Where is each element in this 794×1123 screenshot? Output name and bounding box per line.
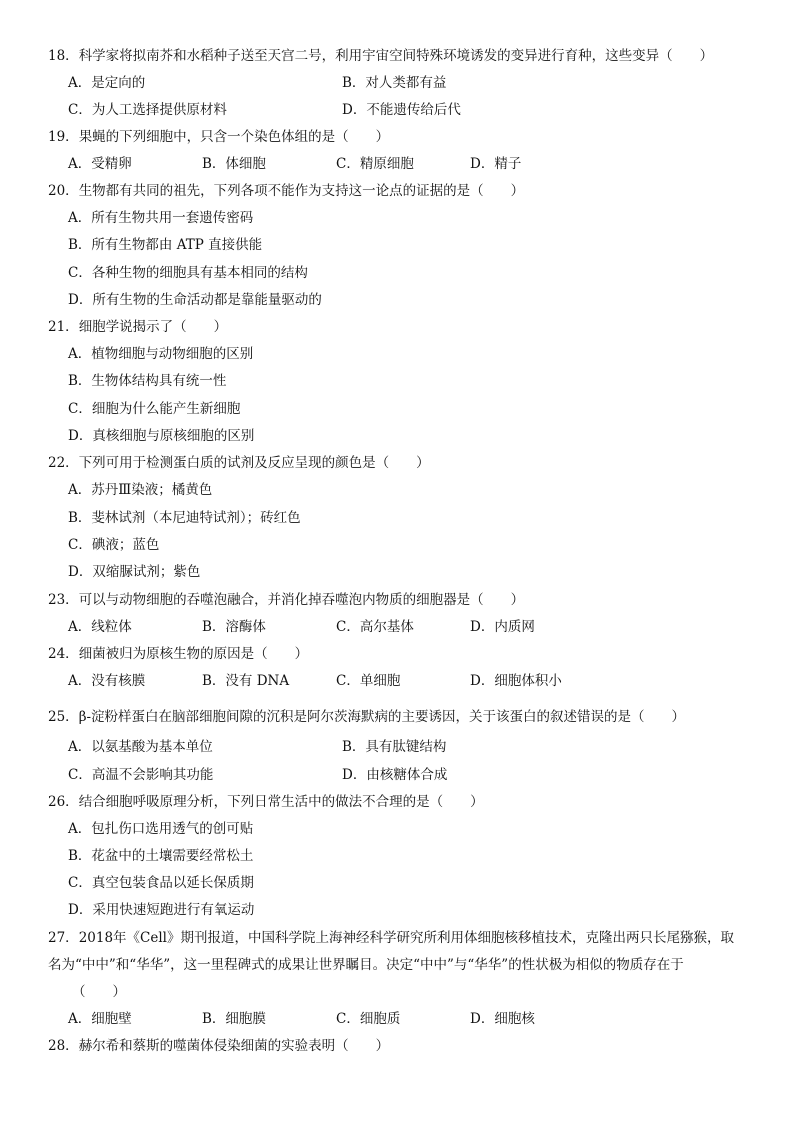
option-a: A．植物细胞与动物细胞的区别 — [68, 346, 254, 363]
option-d: D．采用快速短跑进行有氧运动 — [68, 902, 255, 919]
option-b: B．溶酶体 — [202, 618, 266, 635]
option-d: D．细胞核 — [470, 1010, 535, 1027]
option-b: B．花盆中的土壤需要经常松土 — [68, 847, 254, 864]
question-stem: 20．生物都有共同的祖先，下列各项不能作为支持这一论点的证据的是（ ） — [48, 183, 525, 199]
question-stem: 25．β-淀粉样蛋白在脑部细胞间隙的沉积是阿尔茨海默病的主要诱因，关于该蛋白的叙述错误的是（ ） — [48, 708, 686, 725]
option-c: C．单细胞 — [336, 672, 401, 689]
option-a: A．线粒体 — [68, 618, 132, 635]
option-b: B．细胞膜 — [202, 1010, 266, 1027]
question-23 — [48, 587, 760, 641]
question-25 — [48, 701, 760, 789]
question-stem: 24．细菌被归为原核生物的原因是（ ） — [48, 645, 309, 662]
option-c: C．为人工选择提供原材料 — [68, 102, 227, 118]
option-a: A．没有核膜 — [68, 672, 146, 689]
option-d: D．精子 — [470, 156, 522, 172]
question-stem: 26．结合细胞呼吸原理分析，下列日常生活中的做法不合理的是（ ） — [48, 793, 484, 810]
question-stem: 28．赫尔希和蔡斯的噬菌体侵染细菌的实验表明（ ） — [48, 1037, 390, 1054]
option-d: D．所有生物的生命活动都是靠能量驱动的 — [68, 291, 322, 308]
question-18 — [48, 43, 760, 124]
option-c: C．高尔基体 — [336, 618, 414, 635]
option-d: D．不能遗传给后代 — [342, 102, 461, 118]
option-c: C．碘液；蓝色 — [68, 536, 160, 553]
question-26 — [48, 789, 760, 925]
question-stem: 22．下列可用于检测蛋白质的试剂及反应呈现的颜色是（ ） — [48, 455, 430, 472]
option-b: B．体细胞 — [202, 156, 266, 172]
question-27 — [48, 925, 760, 1033]
option-d: D．内质网 — [470, 618, 535, 635]
option-a: A．苏丹Ⅲ染液；橘黄色 — [68, 482, 213, 499]
option-b: B．斐林试剂（本尼迪特试剂）；砖红色 — [68, 509, 301, 526]
option-b: B．所有生物都由 ATP 直接供能 — [68, 237, 263, 254]
question-stem-continued: 名为“中中”和“华华”，这一里程碑式的成果让世界瞩目。决定“中中”与“华华”的性状极为相似的物质存在于 — [48, 956, 684, 973]
question-stem: 21．细胞学说揭示了（ ） — [48, 319, 228, 336]
question-28 — [48, 1033, 760, 1060]
option-c: C．细胞为什么能产生新细胞 — [68, 400, 241, 417]
question-24 — [48, 641, 760, 695]
question-stem: 19．果蝇的下列细胞中，只含一个染色体组的是（ ） — [48, 129, 390, 145]
option-c: C．高温不会影响其功能 — [68, 766, 214, 783]
option-d: D．真核细胞与原核细胞的区别 — [68, 428, 255, 445]
question-22 — [48, 450, 760, 586]
option-c: C．精原细胞 — [336, 156, 414, 172]
question-19 — [48, 124, 760, 178]
question-20 — [48, 178, 760, 314]
option-b: B．生物体结构具有统一性 — [68, 373, 227, 390]
option-b: B．对人类都有益 — [342, 75, 447, 91]
question-21 — [48, 314, 760, 450]
option-d: D．双缩脲试剂；紫色 — [68, 564, 201, 581]
option-c: C．各种生物的细胞具有基本相同的结构 — [68, 264, 308, 281]
option-a: A．所有生物共用一套遗传密码 — [68, 210, 254, 226]
option-c: C．真空包装食品以延长保质期 — [68, 875, 254, 892]
question-stem: 18．科学家将拟南芥和水稻种子送至天宫二号，利用宇宙空间特殊环境诱发的变异进行育种，这些变异（ ） — [48, 48, 714, 64]
option-c: C．细胞质 — [336, 1010, 401, 1027]
option-a: A．以氨基酸为基本单位 — [68, 738, 213, 755]
option-d: D．细胞体积小 — [470, 672, 562, 689]
question-stem: 23．可以与动物细胞的吞噬泡融合，并消化掉吞噬泡内物质的细胞器是（ ） — [48, 591, 525, 608]
option-a: A．包扎伤口选用透气的创可贴 — [68, 820, 254, 837]
answer-paren: （ ） — [72, 983, 126, 1000]
option-a: A．是定向的 — [68, 75, 146, 91]
option-a: A．细胞壁 — [68, 1010, 132, 1027]
exam-page — [48, 43, 760, 1060]
option-b: B．没有 DNA — [202, 672, 290, 689]
option-a: A．受精卵 — [68, 156, 132, 172]
question-stem: 27．2018年《Cell》期刊报道，中国科学院上海神经科学研究所利用体细胞核移植技术，克隆出两只长尾猕猴，取 — [48, 929, 734, 946]
option-b: B．具有肽键结构 — [342, 738, 447, 755]
option-d: D．由核糖体合成 — [342, 766, 448, 783]
